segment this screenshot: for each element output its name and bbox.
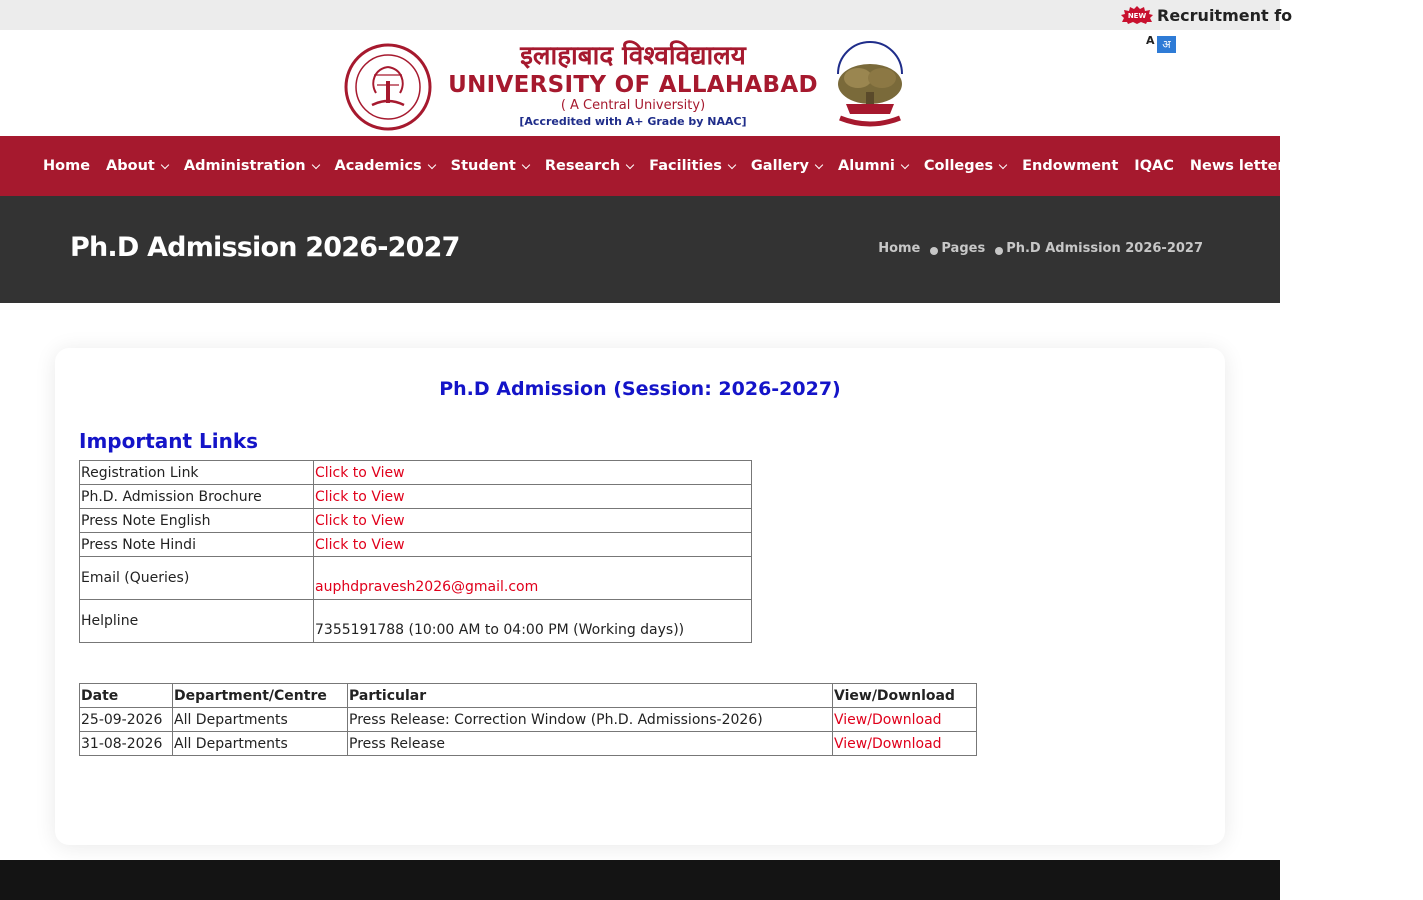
link-value-cell	[314, 461, 752, 485]
nav-item-administration[interactable]	[176, 136, 327, 196]
breadcrumb-separator-icon	[930, 247, 938, 255]
university-title[interactable]	[446, 40, 820, 132]
breadcrumb-pages[interactable]: Pages	[941, 241, 986, 256]
lang-hindi[interactable]: अ	[1157, 36, 1176, 53]
table-row	[80, 533, 752, 557]
nav-item-label: Administration	[183, 158, 306, 174]
table-row	[80, 461, 752, 485]
click-to-view-link[interactable]: Click to View	[315, 464, 405, 481]
chevron-down-icon	[522, 160, 530, 168]
notice-department: All Departments	[173, 708, 348, 732]
nav-item-iqac[interactable]	[1126, 136, 1182, 196]
nav-item-label: Convocation	[1300, 158, 1402, 174]
chevron-down-icon	[728, 160, 736, 168]
chevron-down-icon	[901, 160, 909, 168]
notice-date: 31-08-2026	[80, 732, 173, 756]
link-value-cell	[314, 600, 752, 643]
nav-item-label: About	[106, 158, 155, 174]
accreditation-text: [Accredited with A+ Grade by NAAC]	[519, 115, 747, 128]
view-download-link[interactable]: View/Download	[834, 735, 942, 752]
link-value-cell	[314, 557, 752, 600]
nav-item-about[interactable]	[98, 136, 176, 196]
link-value-cell	[314, 509, 752, 533]
header-particular: Particular	[348, 684, 833, 708]
nav-item-facilities[interactable]	[641, 136, 743, 196]
nav-item-label: IQAC	[1134, 158, 1174, 174]
table-row	[80, 708, 977, 732]
header-view-download: View/Download	[833, 684, 977, 708]
university-emblem-logo[interactable]	[344, 43, 432, 131]
nav-item-news-letter[interactable]	[1182, 136, 1293, 196]
nav-item-label: Facilities	[649, 158, 722, 174]
chevron-down-icon	[311, 160, 319, 168]
ticker-content[interactable]	[1121, 0, 1292, 30]
nav-item-label: Colleges	[923, 158, 994, 174]
site-header	[0, 30, 1280, 136]
important-links-heading: Important Links	[79, 429, 259, 453]
language-toggle[interactable]	[1146, 34, 1176, 54]
helpline-text: 7355191788 (10:00 AM to 04:00 PM (Working days))	[315, 622, 685, 638]
table-row	[80, 557, 752, 600]
nav-item-label: Gallery	[750, 158, 809, 174]
nav-item-label: News letter	[1189, 158, 1285, 174]
nav-item-label: Home	[43, 158, 91, 174]
header-department: Department/Centre	[173, 684, 348, 708]
table-row	[80, 732, 977, 756]
admission-heading: Ph.D Admission (Session: 2026-2027)	[439, 378, 841, 400]
nav-item-convocation[interactable]	[1293, 136, 1423, 196]
link-value-cell	[314, 485, 752, 509]
page-title: Ph.D Admission 2026-2027	[70, 232, 460, 263]
table-row	[80, 485, 752, 509]
breadcrumb-home[interactable]: Home	[878, 241, 921, 256]
link-label: Press Note English	[80, 509, 314, 533]
nav-item-label: Research	[544, 158, 621, 174]
click-to-view-link[interactable]: Click to View	[315, 488, 405, 505]
link-value-cell	[314, 533, 752, 557]
news-ticker	[0, 0, 1293, 30]
nav-item-research[interactable]	[537, 136, 641, 196]
ticker-text[interactable]: Recruitment fo	[1157, 5, 1293, 25]
chevron-down-icon	[1407, 160, 1415, 168]
view-download-link[interactable]: View/Download	[834, 711, 942, 728]
content-card	[55, 348, 1225, 845]
page-title-band	[0, 196, 1280, 303]
nav-item-label: Endowment	[1022, 158, 1119, 174]
main-nav	[0, 136, 1402, 196]
chevron-down-icon	[161, 160, 169, 168]
site-footer	[0, 860, 1280, 900]
link-label: Press Note Hindi	[80, 533, 314, 557]
nav-item-endowment[interactable]	[1014, 136, 1126, 196]
chevron-down-icon	[999, 160, 1007, 168]
lang-english[interactable]: A	[1146, 34, 1155, 47]
breadcrumb	[878, 241, 1203, 256]
title-subtitle: ( A Central University)	[560, 98, 706, 113]
nav-item-gallery[interactable]	[743, 136, 830, 196]
breadcrumb-separator-icon	[995, 247, 1003, 255]
nav-item-home[interactable]	[35, 136, 98, 196]
nav-item-academics[interactable]	[327, 136, 443, 196]
new-badge-text: NEW	[1127, 12, 1147, 20]
nav-item-colleges[interactable]	[916, 136, 1014, 196]
notice-particular: Press Release: Correction Window (Ph.D. Admissions-2026)	[348, 708, 833, 732]
nav-list	[35, 136, 1423, 196]
title-english: UNIVERSITY OF ALLAHABAD	[448, 72, 818, 98]
email-link[interactable]: auphdpravesh2026@gmail.com	[315, 579, 539, 595]
notice-action-cell	[833, 708, 977, 732]
chevron-down-icon	[815, 160, 823, 168]
new-badge-icon	[1121, 6, 1153, 24]
notice-action-cell	[833, 732, 977, 756]
notice-date: 25-09-2026	[80, 708, 173, 732]
breadcrumb-current: Ph.D Admission 2026-2027	[1006, 241, 1203, 256]
notice-particular: Press Release	[348, 732, 833, 756]
link-label: Ph.D. Admission Brochure	[80, 485, 314, 509]
link-label: Helpline	[80, 600, 314, 643]
click-to-view-link[interactable]: Click to View	[315, 512, 405, 529]
notices-table	[79, 683, 977, 756]
nav-item-label: Academics	[334, 158, 422, 174]
important-links-table	[79, 460, 752, 643]
chevron-down-icon	[626, 160, 634, 168]
nav-item-label: Alumni	[837, 158, 895, 174]
click-to-view-link[interactable]: Click to View	[315, 536, 405, 553]
nav-item-student[interactable]	[443, 136, 537, 196]
nav-item-alumni[interactable]	[830, 136, 916, 196]
title-hindi: इलाहाबाद विश्वविद्यालय	[520, 41, 746, 71]
nav-item-label: Student	[450, 158, 516, 174]
header-date: Date	[80, 684, 173, 708]
link-label: Email (Queries)	[80, 557, 314, 600]
table-header-row	[80, 684, 977, 708]
chevron-down-icon	[427, 160, 435, 168]
notice-department: All Departments	[173, 732, 348, 756]
table-row	[80, 600, 752, 643]
table-row	[80, 509, 752, 533]
link-label: Registration Link	[80, 461, 314, 485]
tree-seal-logo[interactable]	[828, 44, 912, 130]
